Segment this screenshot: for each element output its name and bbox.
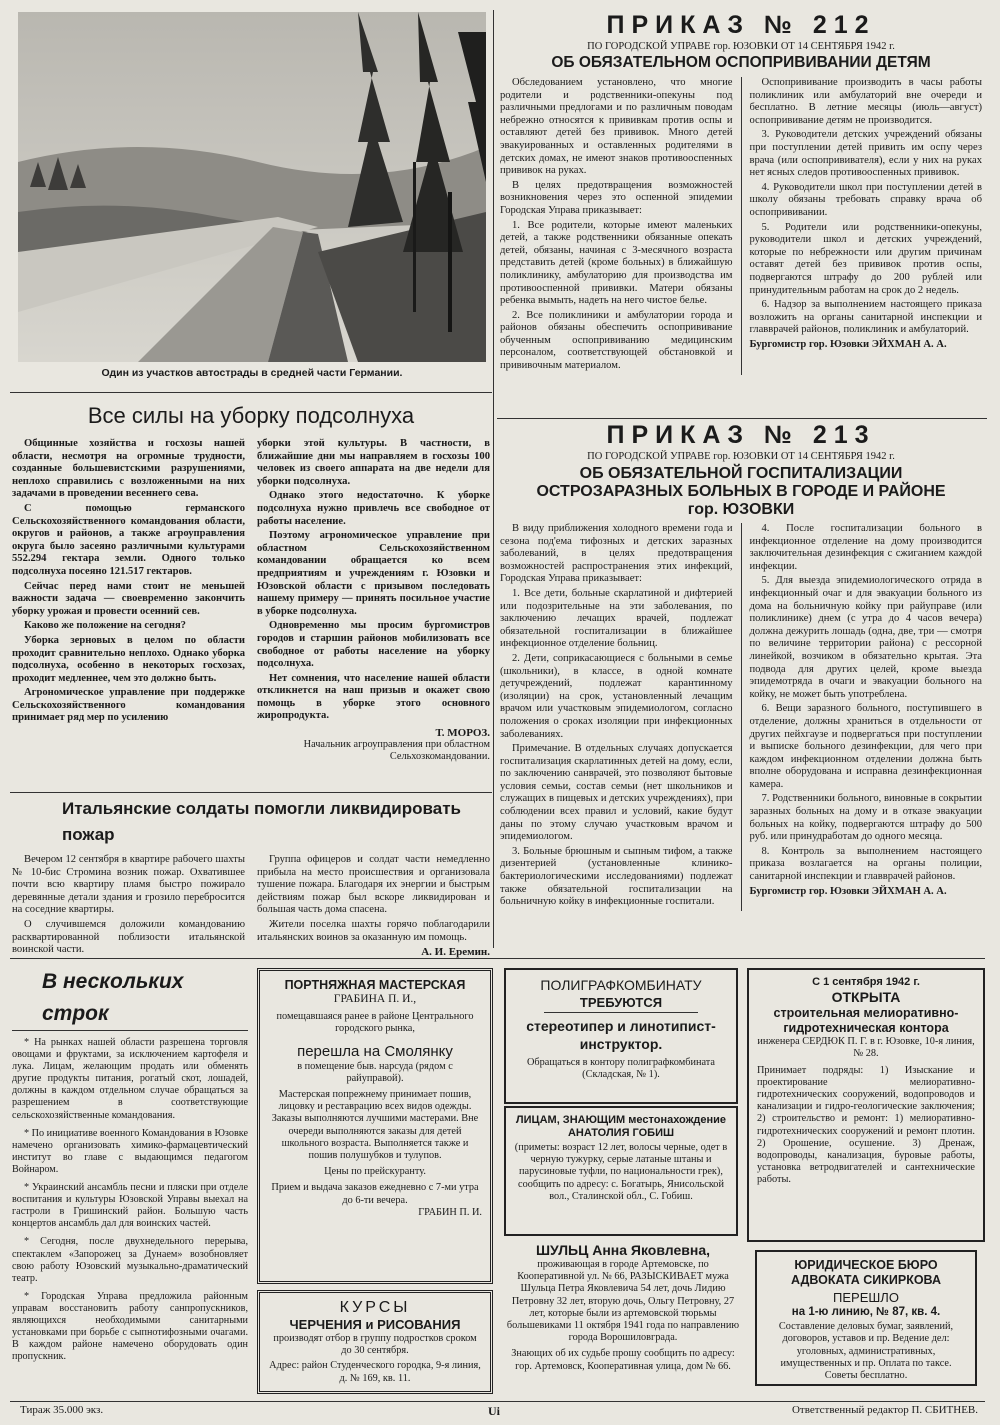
paragraph: Однако этого недостаточно. К уборке подсолнуха нужно привлечь все свободное от работы население.: [257, 490, 490, 527]
paragraph: С помощью германского Сельскохозяйственного командования области, округов и районов, а также агроуправления округа было засеяно различными культурами 552.294 гектара земли. Одного только подсолнуха посеяно 121.517 гектаров.: [12, 502, 245, 577]
ad-legal-bureau: [755, 1250, 977, 1386]
ad-shults-footer: Знающих об их судьбе прошу сообщить по адресу: гор. Артемовск, Кооперативная улица, дом № 66.: [511, 1348, 735, 1372]
order-212-title: ПРИКАЗ № 212: [606, 11, 876, 39]
photo-frame: [18, 12, 486, 384]
order-212-subtitle: ПО ГОРОДСКОЙ УПРАВЕ гор. ЮЗОВКИ ОТ 14 СЕНТЯБРЯ 1942 г.: [587, 41, 895, 52]
paragraph: В виду приближения холодного времени года и сезона под'ема тифозных и детских заразных заболеваний, в целях предотвращения возможностей распространения этих инфекций, Городская Управа приказывает:: [500, 523, 733, 585]
sunflower-author: Т. МОРОЗ.: [435, 727, 490, 740]
autobahn-photo: [18, 12, 486, 362]
ad-missing-shults: [504, 1242, 742, 1400]
italians-col2: [257, 854, 490, 959]
paragraph: 8. Контроль за выполнением настоящего приказа возлагается на органы полиции, санитарной инспекции и главврачей районов.: [749, 845, 982, 883]
ad-tailor-line1: помещавшаяся ранее в районе Центрального городского рынка,: [276, 1011, 474, 1035]
paragraph: 5. Для выезда эпидемиологического отряда в инфекционный очаг и для эвакуации больного из дома на больничную койку при райуправе (или поликлинике) днем (с утра до 4 часов вечера) должна дежурить лошадь (одна, две, три — смотря по величине территории района) с рессорной линейкой, возчиком в обязательно крытая. Эта подвода для других целей, кроме выезда эпидемотряда в очаги и эвакуации больного на койку, не может быть употреблена.: [749, 575, 982, 700]
paragraph: уборки этой культуры. В частности, в ближайшие дни мы направляем в госхозы 100 человек из своего аппарата на две недели для уборки подсолнуха.: [257, 438, 490, 487]
order-212-col1: [500, 77, 733, 375]
order-212-signature: Бургомистр гор. Юзовки ЭЙХМАН А. А.: [749, 338, 947, 350]
paragraph: Каково же положение на сегодня?: [24, 620, 186, 632]
briefs-column: [12, 966, 248, 1396]
paragraph: Одновременно мы просим бургомистров городов и старшин районов мобилизовать все свободное от работы население на уборку подсолнуха.: [257, 620, 490, 670]
paragraph: 3. Руководители детских учреждений обязаны при поступлении детей привить им оспу через врача (или оспопрививателя), если у них на руках нет ясных следов противооспенных прививок.: [749, 129, 982, 179]
ad-melior-body: Принимает подряды: 1) Изыскание и проектирование мелиоративно-гидротехнических сооружений, водопроводов и канализации и гидро-геологические заключения; 2) строительство и ремонт: 1) мелиоративно-гидротехнических сооружений и ремонт плотин. 2) Орошение, осушение. 3) Дренаж, водопроводы, канализация, буровые работы, установка ветродвигателей и сантехнические работы.: [757, 1064, 975, 1186]
ad-melior-date: С 1 сентября 1942 г.: [812, 976, 920, 988]
paragraph: В целях предотвращения возможностей возникновения через это оспенной эпидемии Городская Управа приказывает:: [500, 179, 733, 216]
paragraph: Примечание. В отдельных случаях допускается госпитализация скарлатинных детей на дому, если, по заключению санврачей, это позволяют бытовые условия семьи, состав семьи (нет школьников и служащих в пищевых и детских учреждениях), при соблюдении всех правил и условий, какие будут даны по этому случаю участковым врачом и эпидемиологом.: [500, 743, 733, 843]
paragraph: 5. Родители или родственники-опекуны, руководители школ и детских учреждений, которые по небрежности или другим причинам оставят детей без прививок против оспы, подвергаются штрафу до 200 рублей или принудительным работам на срок до 2 недель.: [749, 221, 982, 296]
sunflower-col1: [12, 438, 245, 763]
paragraph: Вечером 12 сентября в квартире рабочего шахты № 10-бис Стромина возник пожар. Охватившее почти всю квартиру пламя быстро пожирало деревянные детали здания и грозило перебросится на соседние квартиры.: [12, 854, 245, 916]
paragraph: 6. Вещи заразного больного, поступившего в отделение, должны храниться в отдельности от других пейхгаузе и подвергаться при поступлении и выписке больного дезинфекции, для чего при каждом инфекционном отделении должна быть вполне оборудована и исправна дезинфекционная камера.: [749, 703, 982, 790]
ad-courses-title: КУРСЫ: [339, 1299, 411, 1316]
ad-tailor-prices: Цены по прейскуранту.: [324, 1166, 426, 1178]
ad-gobish-title: ЛИЦАМ, ЗНАЮЩИМ местонахождение АНАТОЛИЯ ГОБИШ: [515, 1114, 727, 1139]
brief-item: * Украинский ансамбль песни и пляски при отделе воспитания и культуры Юзовской Управы выехал на гастроли в Гришинский район. Большую часть концертов ансамбль дал для воинских частей.: [12, 1182, 248, 1230]
rule: [10, 1401, 985, 1402]
ad-legal-body: Составление деловых бумаг, заявлений, договоров, уставов и пр. Ведение дел: уголовных, административных, имущественных и пр. Оплата по таксе. Советы бесплатно.: [778, 1321, 954, 1382]
italians-title: Итальянские солдаты помогли ликвидировать пожар: [62, 799, 461, 844]
paragraph: Общинные хозяйства и госхозы нашей области, несмотря на огромные трудности, созданные большевистскими разрушениями, неплохо справились с возложенными на них задачами в проведении весеннего сева.: [12, 438, 245, 500]
order-213: [500, 420, 982, 950]
ad-melior-name: строительная мелиоративно-гидротехническая контора: [773, 1006, 959, 1036]
order-213-heading: ОБ ОБЯЗАТЕЛЬНОЙ ГОСПИТАЛИЗАЦИИ ОСТРОЗАРАЗНЫХ БОЛЬНЫХ В ГОРОДЕ И РАЙОНЕ гор. ЮЗОВКИ: [536, 465, 946, 518]
paragraph: 6. Надзор за выполнением настоящего приказа возложить на органы санитарной инспекции и главврачей районов, поликлиник и амбулаторий.: [749, 299, 982, 336]
order-213-col1: [500, 523, 733, 911]
paragraph: 4. После госпитализации больного в инфекционное отделение на дому производится заключительная дезинфекция с сжиганием каждой инфекции.: [749, 523, 982, 572]
ad-tailor-title: ПОРТНЯЖНАЯ МАСТЕРСКАЯ: [284, 978, 466, 992]
paragraph: О случившемся доложили командованию расквартированной поблизости итальянской воинской части.: [12, 918, 245, 956]
sunflower-title: Все силы на уборку подсолнуха: [87, 403, 415, 428]
ad-missing-gobish: [504, 1106, 738, 1236]
paragraph: Жители поселка шахты горячо поблагодарили итальянских воинов за оказанную им помощь.: [257, 918, 490, 943]
paragraph: Обследованием установлено, что многие родители и родственники-опекуны под различными предлогами и по различным поводам небрежно относятся к прививкам против оспы и оставляют детей без прививок. Много детей эвакуированных и оставленных родителями в детских домах, не имеют знаков противооспенных прививок на руках.: [500, 77, 733, 177]
ad-legal-title: ЮРИДИЧЕСКОЕ БЮРО АДВОКАТА СИКИРКОВА: [791, 1258, 941, 1287]
brief-item: * Городская Управа предложила районным управам восстановить работу санпропускников, являющихся необходимыми санитарными установками при борьбе с сыпнотифозными очагами. В каждом районе намечено оборудовать один пропускник.: [12, 1290, 248, 1363]
rule: [497, 418, 987, 419]
ad-tailor-line2: в помещение быв. нарсуда (рядом с райуправой).: [297, 1060, 453, 1084]
sunflower-col2: [257, 438, 490, 763]
ad-shults-name: ШУЛЬЦ Анна Яковлевна,: [535, 1242, 711, 1258]
sunflower-author-title: Начальник агроуправления при областном Сельхозкомандовании.: [303, 739, 490, 763]
paragraph: Нет сомнения, что население нашей области откликнется на наш призыв и окажет свою помощь в уборке этого основного жиропродукта.: [257, 672, 490, 722]
ad-drawing-courses: [257, 1290, 493, 1394]
paragraph: Оспопрививание производить в часы работы поликлиник или амбулаторий вне очереди и бесплатно. В летние месяцы (июль—август) оспопрививание детям не производится.: [749, 77, 982, 126]
footer-circulation: Тираж 35.000 экз.: [20, 1404, 104, 1416]
order-212: [500, 10, 982, 420]
ad-printing-needed: ТРЕБУЮТСЯ: [544, 994, 698, 1013]
paragraph: Группа офицеров и солдат части немедленно прибыла на место происшествия и организовала тушение пожара. Благодаря их энергии и быстрым действиям пожар был вскоре ликвидирован и большая часть дома спасена.: [257, 854, 490, 916]
paragraph: 1. Все дети, больные скарлатиной и дифтерией или подозрительные на эти заболевания, по заключению лечащих врачей, подлежат обязательной госпитализации в ближайшее инфекционное отделение больниц.: [500, 587, 733, 650]
order-213-subtitle: ПО ГОРОДСКОЙ УПРАВЕ гор. ЮЗОВКИ ОТ 14 СЕНТЯБРЯ 1942 г.: [587, 451, 895, 462]
briefs-title: В нескольких строк: [12, 966, 248, 1031]
sunflower-article: [12, 398, 490, 790]
ad-printing-title: ПОЛИГРАФКОМБИНАТУ: [540, 977, 702, 993]
brief-item: * По инициативе военного Командования в Юзовке намечено организовать химико-фармацевтический институт во главе с выдающимся педагогом Войнаром.: [12, 1127, 248, 1175]
ad-melioration-office: [747, 968, 985, 1242]
order-213-title: ПРИКАЗ № 213: [606, 421, 876, 449]
italians-author: А. И. Еремин.: [421, 946, 490, 959]
ad-melior-opened: ОТКРЫТА: [831, 989, 901, 1006]
ad-shults-body: проживающая в городе Артемовске, по Кооперативной ул. № 66, РАЗЫСКИВАЕТ мужа Шульца Петра Яковлевича 54 лет, дочь Лидию Петровну 32 лет, вторую дочь, Ольгу Петровну, 27 лет, которые были из артемовской тюрьмы большевиками 11 октября 1941 года по направлению города Ворошиловграда.: [506, 1259, 740, 1344]
photo-caption: Один из участков автострады в средней части Германии.: [101, 367, 403, 379]
rule: [10, 958, 985, 959]
footer-editor: Ответственный редактор П. СБИТНЕВ.: [791, 1404, 978, 1416]
ad-courses-body: производят отбор в группу подростков сроком до 30 сентября.: [273, 1333, 477, 1357]
paragraph: 3. Больные брюшным и сыпным тифом, а также дизентерией (установленные клинико-бактериологическими исследованиями) подлежат также обязательной госпитализации на больничную койку в инфекционные госпитали.: [500, 845, 733, 908]
ad-legal-address: на 1-ю линию, № 87, кв. 4.: [791, 1306, 941, 1318]
order-212-col2: [750, 77, 983, 375]
ad-legal-moved: ПЕРЕШЛО: [833, 1290, 899, 1305]
ad-tailor-body: Мастерская попрежнему принимает пошив, лицовку и реставрацию всех видов одежды. Заказы выполняются лучшими мастерами. Вне очереди выполняются заказы для детей школьного возраста. Выполняется также и пошив полушубков и тулупов.: [271, 1089, 479, 1162]
ad-courses-subtitle: ЧЕРЧЕНИЯ и РИСОВАНИЯ: [289, 1317, 461, 1332]
ad-tailor-hours: Прием и выдача заказов ежедневно с 7-ми утра до 6-ти вечера.: [271, 1182, 479, 1206]
italians-col1: [12, 854, 245, 959]
paragraph: 4. Руководители школ при поступлении детей в школу обязаны требовать справку врача об оспопрививании.: [749, 181, 982, 218]
italians-article: [12, 796, 490, 959]
ad-printing-jobs: стереотипер и линотипист-инструктор.: [526, 1018, 716, 1052]
rule: [10, 392, 492, 393]
column-divider: [493, 10, 494, 948]
paragraph: Поэтому агрономическое управление при областном Сельскохозяйственном командовании обращается ко всем предприятиям и учреждениям г. Юзовки и Юзовской области с призывом последовать нашему примеру — принять посильное участие в уборке подсолнуха.: [257, 530, 490, 617]
order-213-signature: Бургомистр гор. Юзовки ЭЙХМАН А. А.: [749, 885, 947, 897]
brief-item: * На рынках нашей области разрешена торговля овощами и фруктами, за исключением картофеля и лука. Лицам, желающим продать или обменять другие продукты питания, рогатый скот, лошадей, должны в каждом отдельном случае обращаться за разрешением в соответствующие сельскохозяйственные командования.: [12, 1037, 248, 1121]
ad-printing-address: Обращаться в контору полиграфкомбината (Складская, № 1).: [526, 1057, 716, 1081]
paragraph: Уборка зерновых в целом по области проходит сравнительно неплохо. Однако уборка подсолнуха, особенно в некоторых госхозах, проходит медленнее, чем это должно быть.: [12, 634, 245, 684]
ad-tailor-shop: [257, 968, 493, 1284]
paragraph: 1. Все родители, которые имеют маленьких детей, а также родственники обязанные опекать детей, обязаны, начиная с 3-месячного возраста представить детей (кроме больных) в ближайшую поликлинику, амбулаторию для производства им противооспенной прививки. Матери обязаны ребенка вымыть, надеть на него чистое белье.: [500, 219, 733, 307]
paragraph: 7. Родственники больного, виновные в сокрытии заразных больных на дому и в отказе эвакуации больных на койку, подвергаются штрафу до 500 руб. или принудработам до одного месяца.: [749, 793, 982, 843]
ad-courses-address: Адрес: район Студенческого городка, 9-я линия, д. № 169, кв. 11.: [269, 1360, 481, 1384]
paragraph: 2. Дети, соприкасающиеся с больными в семье (школьники), в классе, в одной комнате детучреждений, подлежат карантинному (изоляции) на срок, установленный лечащим врачом или участковым эпидемиологом, согласно положения о сроках изоляции при инфекционных заболеваниях.: [500, 652, 733, 740]
paragraph: 2. Все поликлиники и амбулатории города и районов обязаны обеспечить оспопрививание обученным оспопрививанию медицинским персоналом, соответствующей обстановкой и прививочным материалом.: [500, 309, 733, 372]
rule: [10, 792, 492, 793]
footer-page-mark: Ui: [488, 1404, 500, 1418]
order-213-col2: [750, 523, 983, 911]
brief-item: * Сегодня, после двухнедельного перерыва, спектаклем «Запорожец за Дунаем» возобновляет свою работу Юзовский музыкально-драматический театр.: [12, 1236, 248, 1284]
ad-tailor-moved: перешла на Смолянку: [297, 1042, 453, 1060]
ad-melior-engineer: инженера СЕРДЮК П. Г. в г. Юзовке, 10-я линия, № 28.: [757, 1036, 975, 1060]
ad-gobish-body: (приметы: возраст 12 лет, волосы черные, одет в черную тужурку, серые латаные штаны и парусиновые туфли, по национальности грек), сообщить по адресу: с. Богатырь, Янисольской вол., Сталинской обл., С. Гобиш.: [514, 1142, 728, 1202]
ad-tailor-owner: ГРАБИНА П. И.,: [333, 993, 417, 1005]
order-212-heading: ОБ ОБЯЗАТЕЛЬНОМ ОСПОПРИВИВАНИИ ДЕТЯМ: [551, 54, 931, 71]
paragraph: Сейчас перед нами стоит не меньшей важности задача — своевременно закончить уборку урожая и провести осенний сев.: [12, 580, 245, 617]
paragraph: Агрономическое управление при поддержке Сельскохозяйственного командования принимает ряд мер по усилению: [12, 687, 245, 724]
ad-tailor-sign: ГРАБИН П. И.: [418, 1206, 482, 1218]
ad-printing-plant: [504, 968, 738, 1104]
